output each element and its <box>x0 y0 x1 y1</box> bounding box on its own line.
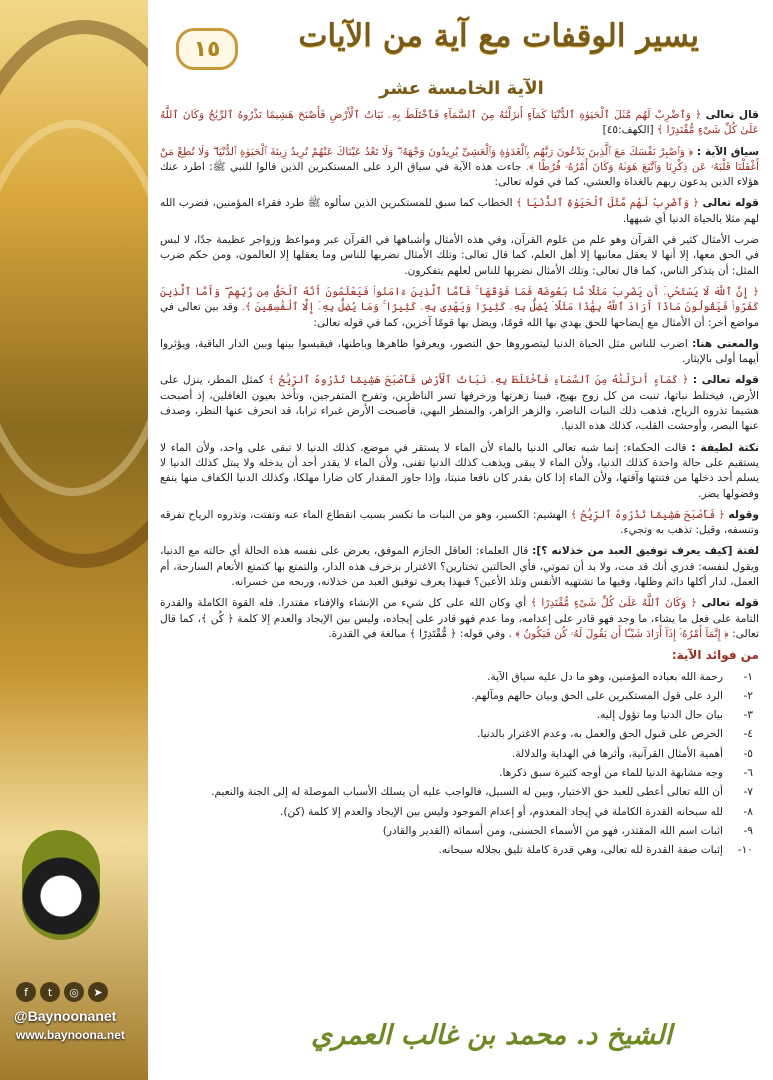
paragraph-text: أي وكان الله على كل شيء من الإنشاء والإفناء مقتدرا. فله القوة الكاملة والقدرة التامة على فعل ما يشاء، ما وجد فهو قادر على إعدامه، وما عدم فهو قادر على إيجاده، وليس بين الإيجاد والعدم إلا كلمة ﴿ كُن ﴾، كما قال تعالى: <box>160 597 759 640</box>
benefit-item <box>160 766 753 781</box>
paragraph-text: كمثل المطر، ينزل على الأرض، فيختلط نباتها، تنبت من كل زوج بهيج، فبينا زهرتها وزخرفها تسر الناظرين، وتفرح المتفرجين، وتأخذ بعيون الغافلين، إذ أصبحت هشيما تذروه الرياح، فذهب ذلك النبات الناضر، والزهر الزاهر، والمنظر البهي، فأصبحت الأرض غبراء ترابا، قد انحرف عنها النظر، وصدف عنها البصر، وأوحشت القلب، كذلك هذه الدنيا. <box>160 374 759 433</box>
benefit-text: وجه مشابهة الدنيا للماء من أوجه كثيرة سبق ذكرها. <box>499 766 723 779</box>
paragraph <box>160 108 759 139</box>
quran-verse: ﴿ فَأَصْبَحَ هَشِيمًا تَذْرُوهُ ٱلرِّيَٰحُ ﴾ <box>570 508 725 521</box>
benefit-text: الحرص على قبول الحق والعمل به، وعدم الاغترار بالدنيا. <box>476 728 723 741</box>
paragraph-text: [الكهف:٤٥] <box>602 124 654 137</box>
paragraph-text: جاءت هذه الآية في سياق الرد على المستكبرين الذين قالوا للنبي ﷺ: اطرد عنك هؤلاء الذين يدعون ربهم بالغداة والعشي، كما في قوله تعالى: <box>160 160 759 189</box>
article <box>150 0 773 1080</box>
benefit-text: الرد على قول المستكبرين على الحق وبيان حالهم ومآلهم. <box>471 689 723 702</box>
paragraph-text: . وفي قوله: ﴿ مُّقْتَدِرًا ﴾ مبالغة في القدرة. <box>328 627 513 640</box>
facebook-icon[interactable]: f <box>16 982 36 1002</box>
paragraph-lead: قوله تعالى : <box>692 374 759 387</box>
paragraph-lead: والمعنى هنا: <box>692 337 760 350</box>
calligraphy-ornament-inner <box>0 120 148 496</box>
decorative-side-panel <box>0 0 148 1080</box>
paragraph-lead: قوله تعالى <box>702 197 759 210</box>
quran-verse: ﴿ وَٱضْرِبْ لَهُم مَّثَلَ ٱلْحَيَوٰةِ ٱلدُّنْيَا ﴾ <box>516 197 699 210</box>
paragraph <box>160 596 759 642</box>
benefit-item <box>160 670 753 685</box>
benefit-number: ٩- <box>743 824 753 837</box>
paragraph <box>160 373 759 434</box>
paragraph <box>160 544 759 590</box>
benefit-number: ٣- <box>743 709 753 722</box>
paragraph-text: وقد بين تعالى في مواضع أخر: أن الأمثال مع إيضاحها للحق يهدي بها الله قومًا، ويضل بها قومًا آخرين، كما في قوله تعالى: <box>160 301 759 329</box>
benefit-number: ٢- <box>743 689 753 702</box>
page-title: يسير الوقفات مع آية من الآيات <box>298 18 699 54</box>
episode-number-badge: ١٥ <box>176 28 238 70</box>
twitter-icon[interactable]: t <box>40 982 60 1002</box>
benefit-item <box>160 785 753 800</box>
paragraph-lead: قوله تعالى <box>701 597 759 610</box>
paragraph-text: اضرب للناس مثل الحياة الدنيا ليتصوروها حق التصور، ويعرفوا ظاهرها وباطنها، فيقيسوا بينها وبين الدار الباقية، ويؤثروا أيهما أولى بالإيثار. <box>160 337 759 366</box>
benefit-item <box>160 805 753 820</box>
paragraph-text: الهشيم: الكسير، وهو من النبات ما تكسر بسبب انقطاع الماء عنه وتفتت، وتذروه الرياح تفرقه وتنسفه، وقيل: تذهب به وتجيء. <box>160 508 759 537</box>
benefit-item <box>160 747 753 762</box>
paragraph-text: قال العلماء: العاقل الجازم الموفق، يعرض على نفسه هذه الحالة أي حالته مع الدنيا، ويقول لنفسه: قدري أنك قد مت، ولا بد أن تموتي، فأي الحالتين تختارين؟ الاغترار بزخرف هذه الدار، والتمتع بها كتمتع الأنعام السارحة، أم العمل، لدار أكلها دائم وظلها، وفيها ما تشتهيه الأنفس وتلذ الأعين؟ فبهذا يعرف توفيق العبد من خذلانه، وربحه من خسرانه. <box>160 545 759 589</box>
author-signature: الشيخ د. محمد بن غالب العمري <box>310 1020 673 1051</box>
benefit-number: ٥- <box>743 747 753 760</box>
social-handle[interactable]: @Baynoonanet <box>14 1008 117 1024</box>
article-body <box>160 108 759 862</box>
benefit-number: ١٠- <box>737 844 753 857</box>
paragraph-lead: قال تعالى <box>705 109 759 121</box>
paragraph-text: الخطاب كما سبق للمستكبرين الذين سألوه ﷺ طرد فقراء المؤمنين، فضرب الله لهم مثلا بالحياة الدنيا أي شبهها. <box>160 197 759 225</box>
benefit-number: ١- <box>743 670 753 683</box>
quran-verse: ﴿ وَٱضْرِبْ لَهُم مَّثَلَ ٱلْحَيَوٰةِ ٱلدُّنْيَا كَمَآءٍ أَنزَلْنَٰهُ مِنَ ٱلسَّمَآءِ فَٱخْتَلَطَ بِهِۦ نَبَاتُ ٱلْأَرْضِ فَأَصْبَحَ هَشِيمًا تَذْرُوهُ ٱلرِّيَٰحُ وَكَانَ ٱللَّهُ عَلَىٰ كُلِّ شَىْءٍ مُّقْتَدِرًا ﴾ <box>160 109 759 137</box>
benefit-item <box>160 824 753 839</box>
paragraph <box>160 145 759 191</box>
website-link[interactable]: www.baynoona.net <box>16 1028 125 1042</box>
benefits-heading: من فوائد الآية: <box>671 648 759 663</box>
quran-verse: ﴿ كَمَآءٍ أَنزَلْنَٰهُ مِنَ ٱلسَّمَآءِ فَٱخْتَلَطَ بِهِۦ نَبَاتُ ٱلْأَرْضِ فَأَصْبَحَ هَشِيمًا تَذْرُوهُ ٱلرِّيَٰحُ ﴾ <box>268 374 689 387</box>
benefit-item <box>160 689 753 704</box>
benefit-text: رحمة الله بعباده المؤمنين، وهو ما دل عليه سياق الآية. <box>487 670 723 683</box>
benefit-text: اثبات اسم الله المقتدر، فهو من الأسماء الحسنى، ومن أسمائه (القدير والقادر) <box>382 824 723 837</box>
paragraph <box>160 441 759 502</box>
benefit-number: ٧- <box>743 786 753 799</box>
header <box>164 12 759 72</box>
quran-verse: ﴿ وَٱصْبِرْ نَفْسَكَ مَعَ ٱلَّذِينَ يَدْعُونَ رَبَّهُم بِٱلْغَدَوٰةِ وَٱلْعَشِىِّ يُرِيدُونَ وَجْهَهُۥ ۖ وَلَا تَعْدُ عَيْنَاكَ عَنْهُمْ تُرِيدُ زِينَةَ ٱلْحَيَوٰةِ ٱلدُّنْيَا ۖ وَلَا تُطِعْ مَنْ أَغْفَلْنَا قَلْبَهُۥ عَن ذِكْرِنَا وَٱتَّبَعَ هَوَىٰهُ وَكَانَ أَمْرُهُۥ فُرُطًا ﴾. <box>160 145 759 173</box>
baynoona-logo <box>22 830 100 940</box>
benefit-text: لله سبحانه القدرة الكاملة في إيجاد المعدوم، أو إعدام الموجود وليس بين الإيجاد والعدم إلا كلمة (كن). <box>279 805 723 818</box>
paragraph-text: ضرب الأمثال كثير في القرآن وهو علم من علوم القرآن، وفي هذه الأمثال وأشباهها في القرآن عبر ومواعظ وزواجر عظيمة جدًا، لا لبس في الحق معها، إلا أنها لا يعقل معانيها إلا أهل العلم، كما قال تعالى: وتلك الأمثال نضربها للناس وما يعقلها إلا العالمون، ومن حكم ضرب المثل: أن يتذكر الناس، كما قال تعالى: وتلك الأمثال نضربها للناس لعلهم يتفكرون. <box>160 234 759 277</box>
benefit-item <box>160 843 753 858</box>
benefit-text: بيان حال الدنيا وما تؤول إليه. <box>596 709 723 722</box>
benefit-text: إثبات صفة القدرة لله تعالى، وهي قدرة كاملة تليق بجلاله سبحانه. <box>438 844 723 857</box>
telegram-icon[interactable]: ➤ <box>88 982 108 1002</box>
quran-verse: ﴿ إِنَّمَآ أَمْرُهُۥٓ إِذَآ أَرَادَ شَيْـًٔا أَن يَقُولَ لَهُۥ كُن فَيَكُونُ ﴾ <box>515 627 729 640</box>
benefit-number: ٦- <box>743 766 753 779</box>
benefit-text: أن الله تعالى أعطى للعبد حق الاختيار، وبين له السبيل، فالواجب عليه أن يسلك الأسباب الموصلة له إلى الجنة والنعيم. <box>211 786 723 799</box>
paragraph-lead: وقوله <box>728 508 759 521</box>
benefits-list <box>160 670 753 859</box>
paragraph-lead: نكتة لطيفة : <box>691 441 759 454</box>
paragraph <box>160 285 759 331</box>
benefit-number: ٨- <box>743 805 753 818</box>
social-icons <box>16 982 108 1002</box>
quran-verse: ﴿ إِنَّ ٱللَّهَ لَا يَسْتَحْىِۦٓ أَن يَضْرِبَ مَثَلًا مَّا بَعُوضَةً فَمَا فَوْقَهَا ۚ فَأَمَّا ٱلَّذِينَ ءَامَنُوا۟ فَيَعْلَمُونَ أَنَّهُ ٱلْحَقُّ مِن رَّبِّهِمْ ۖ وَأَمَّا ٱلَّذِينَ كَفَرُوا۟ فَيَقُولُونَ مَاذَآ أَرَادَ ٱللَّهُ بِهَٰذَا مَثَلًا ۘ يُضِلُّ بِهِۦ كَثِيرًا وَيَهْدِى بِهِۦ كَثِيرًا ۚ وَمَا يُضِلُّ بِهِۦٓ إِلَّا ٱلْفَٰسِقِينَ ﴾. <box>160 285 760 314</box>
paragraph-lead: سياق الآية : <box>696 145 760 158</box>
paragraph-text: قالت الحكماء: إنما شبه تعالى الدنيا بالماء لأن الماء لا يستقر في موضع، كذلك الدنيا لا تبقى على واحد، ولأن الماء لا يستقيم على حالة واحدة كذلك الدنيا، ولأن الماء لا يبقى ويذهب كذلك الدنيا تفنى، ولأن الماء لا يقدر أحد أن يدخله ولا يبتل كذلك الدنيا لا يسلم أحد دخلها من فتنتها وآفتها، ولأن الماء إذا كان بقدر كان نافعا منبتا، وإذا جاوز المقدار كان ضارا مهلكا، وكذلك الدنيا الكفاف منها ينفع وفضولها يضر. <box>160 441 759 500</box>
benefit-item <box>160 708 753 723</box>
paragraph <box>160 233 759 279</box>
instagram-icon[interactable]: ◎ <box>64 982 84 1002</box>
quran-verse: ﴿ وَكَانَ ٱللَّهُ عَلَىٰ كُلِّ شَىْءٍ مُّقْتَدِرًا ﴾ <box>530 597 697 610</box>
benefit-text: أهمية الأمثال القرآنية، وأثرها في الهداية والدلالة. <box>512 747 723 760</box>
paragraph <box>160 196 759 227</box>
paragraph-lead: لفتة [كيف يعرف توفيق العبد من خذلانه ؟]: <box>532 545 760 558</box>
benefit-number: ٤- <box>743 728 753 741</box>
ayah-subtitle: الآية الخامسة عشر <box>379 78 544 99</box>
paragraph <box>160 337 759 368</box>
paragraphs <box>160 108 759 642</box>
benefit-item <box>160 727 753 742</box>
paragraph <box>160 508 759 539</box>
